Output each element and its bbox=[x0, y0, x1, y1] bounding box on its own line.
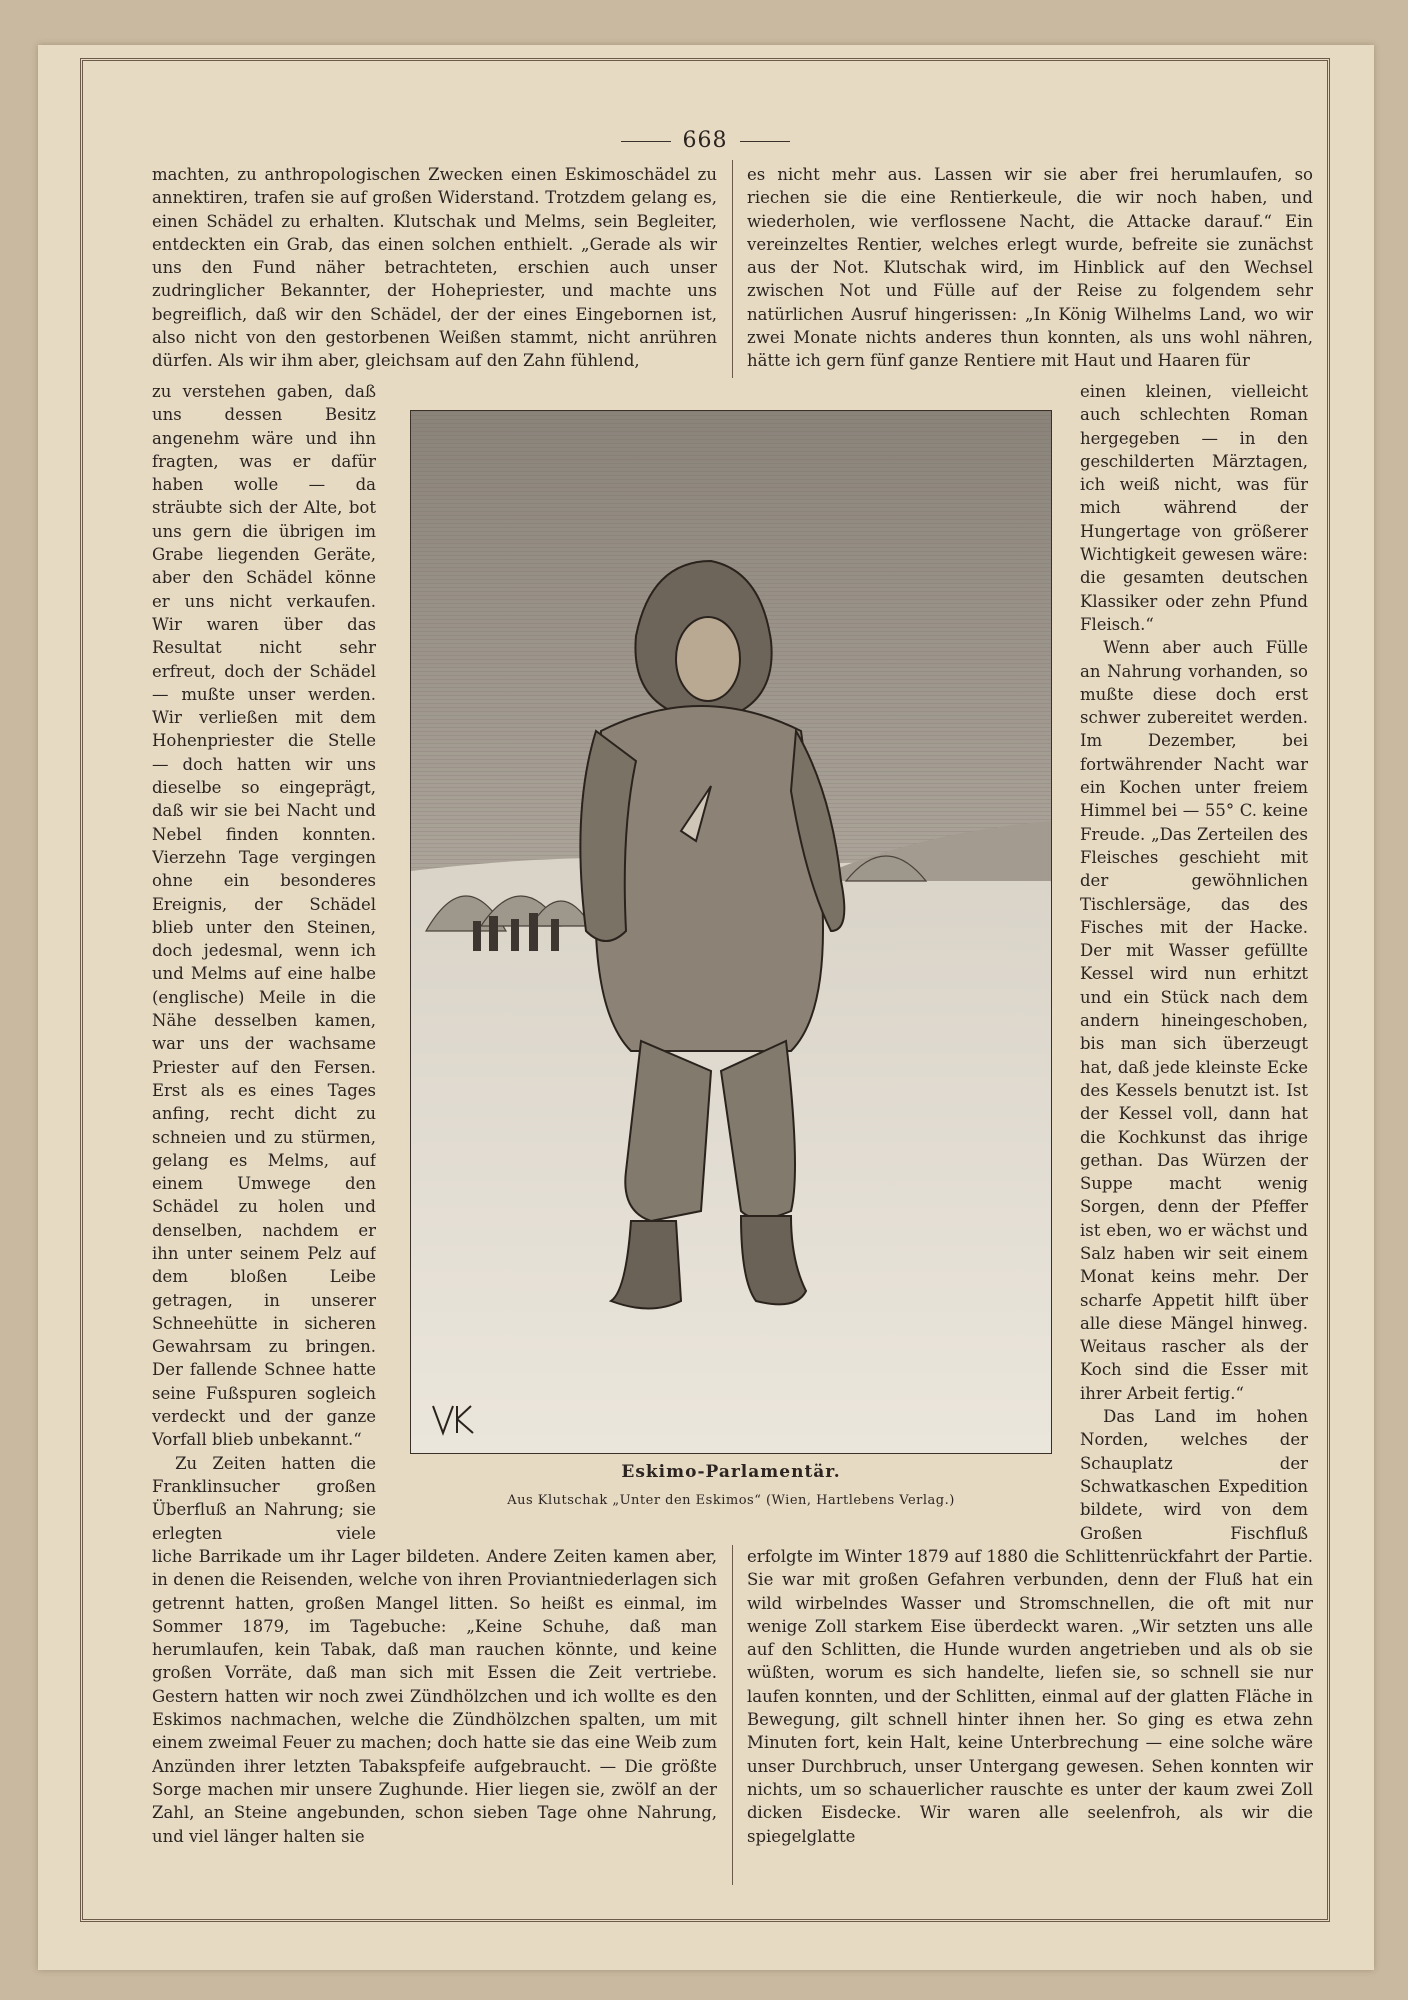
paragraph-franklin: Zu Zeiten hatten die Franklinsucher großen Überfluß an Nahrung; sie erlegten viele bbox=[152, 1453, 376, 1543]
paragraph-kochen: Wenn aber auch Fülle an Nahrung vorhanden, so mußte diese doch erst schwer zubereitet werden. Im Dezember, bei fortwährender Nacht war ein Kochen unter freiem Himmel bei — 55° C. keine Freude. „Das Zerteilen des Fleisches geschieht mit der gewöhnlichen Tischlersäge, das des Fisches mit der Hacke. Der mit Wasser gefüllte Kessel wird nun erhitzt und ein Stück nach dem andern hineingeschoben, bis man sich überzeugt hat, daß jede kleinste Ecke des Kessels benutzt ist. Ist der Kessel voll, dann hat die Kochkunst das ihrige gethan. Das Würzen der Suppe macht wenig Sorgen, denn der Pfeffer ist eben, wo er wächst und Salz haben wir seit einem Monat keins mehr. Der scharfe Appetit hilft über alle diese Mängel hinweg. Weitaus rascher als der Koch sind die Esser mit ihrer Arbeit fertig.“ bbox=[1080, 638, 1308, 1403]
illustration-eskimo bbox=[410, 410, 1052, 1454]
text-bottom-left: liche Barrikade um ihr Lager bildeten. Andere Zeiten kamen aber, in denen die Reisenden, welche von ihren Proviantniederlagen sich getrennt hatten, großen Mangel litten. So heißt es einmal, im Sommer 1879, im Tagebuche: „Keine Schuhe, daß man herumlaufen, kein Tabak, daß man rauchen könnte, und keine großen Vorräte, daß man sich mit Essen die Zeit vertriebe. Gestern hatten wir noch zwei Zündhölzchen und ich wollte es den Eskimos nachmachen, welche die Zündhölzchen spalten, um mit einem zweimal Feuer zu machen; doch hatte sie das eine Weib zum Anzünden ihrer letzten Tabakspfeife aufgebraucht. — Die größte Sorge machen mir unsere Zughunde. Hier liegen sie, zwölf an der Zahl, an Steine angebunden, schon sieben Tage ohne Nahrung, und viel länger halten sie bbox=[152, 1547, 717, 1846]
paragraph-roman: einen kleinen, vielleicht auch schlechten Roman hergegeben — in den geschilderten Märztagen, ich weiß nicht, was für mich während der Hungertage von größerer Wichtigkeit gewesen wäre: die gesamten deutschen Klassiker oder zehn Pfund Fleisch.“ bbox=[1080, 382, 1308, 634]
text-top-left: machten, zu anthropologischen Zwecken einen Eskimoschädel zu annektiren, trafen sie auf großen Widerstand. Trotzdem gelang es, einen Schädel zu erhalten. Klutschak und Melms, sein Begleiter, entdeckten ein Grab, das einen solchen enthielt. „Gerade als wir uns den Fund näher betrachteten, erschien auch unser zudringlicher Bekannter, der Hohepriester, und machte uns begreiflich, daß wir den Schädel, der der eines Eingebornen ist, also nicht von den gestorbenen Weißen stammt, nicht anrühren dürfen. Als wir ihm aber, gleichsam auf den Zahn fühlend, bbox=[152, 165, 717, 371]
page-number bbox=[600, 128, 810, 153]
paragraph-land: Das Land im hohen Norden, welches der Schauplatz der Schwatkaschen Expedition bildete, wird von dem Großen Fischfluß bbox=[1080, 1407, 1308, 1543]
column-rule-top bbox=[732, 160, 733, 378]
rule-right bbox=[740, 141, 790, 142]
column-rule-bottom bbox=[732, 1545, 733, 1885]
text-bottom-right: erfolgte im Winter 1879 auf 1880 die Schlittenrückfahrt der Partie. Sie war mit großen Gefahren verbunden, denn der Fluß hat ein wild wirbelndes Wasser und Stromschnellen, die oft mit nur wenige Zoll starkem Eise überdeckt waren. „Wir setzten uns alle auf den Schlitten, die Hunde wurden angetrieben und als ob sie wüßten, worum es sich handelte, liefen sie, so schnell sie nur laufen konnten, und der Schlitten, einmal auf der glatten Fläche in Bewegung, gilt schnell hinter ihnen her. So ging es etwa zehn Minuten fort, kein Halt, keine Unterbrechung — eine solche wäre unser Durchbruch, unser Untergang gewesen. Sehen konnten wir nichts, um so schauerlicher rauschte es unter der kaum zwei Zoll dicken Eisdecke. Wir waren alle seelenfroh, als wir die spiegelglatte bbox=[747, 1547, 1313, 1846]
page-number-text: 668 bbox=[682, 128, 728, 153]
engraving bbox=[411, 411, 1051, 1453]
text-right-narrow bbox=[1080, 380, 1308, 1545]
caption-credit: Aus Klutschak „Unter den Eskimos“ (Wien, Hartlebens Verlag.) bbox=[507, 1493, 955, 1508]
text-top-right: es nicht mehr aus. Lassen wir sie aber frei herumlaufen, so riechen sie die eine Rentierkeule, die wir noch haben, und wiederholen, wie verflossene Nacht, die Attacke darauf.“ Ein vereinzeltes Rentier, welches erlegt wurde, befreite sie zunächst aus der Not. Klutschak wird, im Hinblick auf den Wechsel zwischen Not und Fülle auf der Reise zu folgendem sehr natürlichen Ausruf hingerissen: „In König Wilhelms Land, wo wir zwei Monate nichts anderes thun konnten, als uns wohl nähren, hätte ich gern fünf ganze Rentiere mit Haut und Haaren für bbox=[747, 165, 1313, 371]
caption-title: Eskimo-Parlamentär. bbox=[621, 1462, 841, 1482]
paragraph-skull: zu verstehen gaben, daß uns dessen Besitz angenehm wäre und ihn fragten, was er dafür haben wolle — da sträubte sich der Alte, bot uns gern die übrigen im Grabe liegenden Geräte, aber den Schädel könne er uns nicht verkaufen. Wir waren über das Resultat nicht sehr erfreut, doch der Schädel — mußte unser werden. Wir verließen mit dem Hohenpriester die Stelle — doch hatten wir uns dieselbe so eingeprägt, daß wir sie bei Nacht und Nebel finden konnten. Vierzehn Tage vergingen ohne ein besonderes Ereignis, der Schädel blieb unter den Steinen, doch jedesmal, wenn ich und Melms auf eine halbe (englische) Meile in die Nähe desselben kamen, war uns der wachsame Priester auf den Fersen. Erst als es eines Tages anfing, recht dicht zu schneien und zu stürmen, gelang es Melms, auf einem Umwege den Schädel zu holen und denselben, nachdem er ihn unter seinem Pelz auf dem bloßen Leibe getragen, in unserer Schneehütte in sicheren Gewahrsam zu bringen. Der fallende Schnee hatte seine Fußspuren sogleich verdeckt und der ganze Vorfall blieb unbekannt.“ bbox=[152, 382, 376, 1450]
rule-left bbox=[621, 141, 671, 142]
text-left-narrow bbox=[152, 380, 376, 1543]
